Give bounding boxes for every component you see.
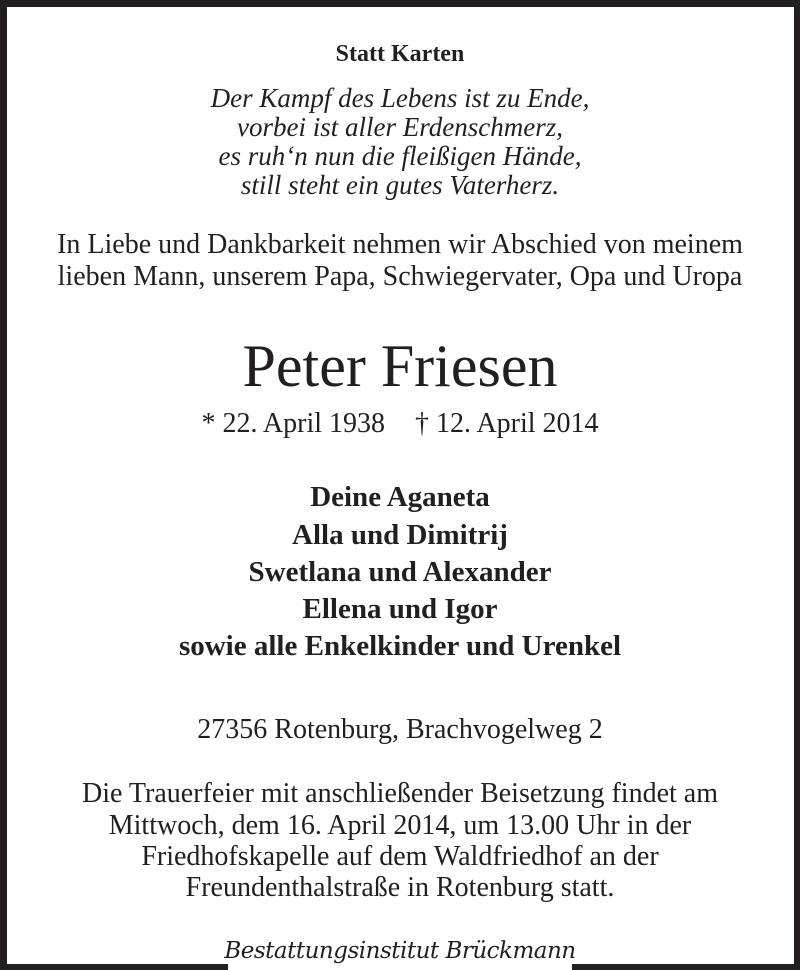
mourner-line: sowie alle Enkelkinder und Urenkel [178,630,622,662]
mourner-line: Swetlana und Alexander [248,556,552,588]
death-date: † 12. April 2014 [415,408,599,439]
ceremony-line: Die Trauerfeier mit anschließender Beisetzung findet am [81,778,718,809]
mourner-line: Alla und Dimitrij [292,519,508,551]
mourner-line: Deine Aganeta [310,481,490,513]
life-dates [0,408,800,440]
poem-line: vorbei ist aller Erdenschmerz, [237,112,563,142]
intro-line: lieben Mann, unserem Papa, Schwiegervater, Opa und Uropa [57,261,743,292]
mourner-line: Ellena und Igor [302,593,498,625]
undertaker-name: Bestattungsinstitut Brückmann [224,938,576,964]
ceremony-line: Friedhofskapelle auf dem Waldfriedhof an der [141,841,659,872]
notice-heading: Statt Karten [335,41,465,67]
poem-line: es ruh‘n nun die fleißigen Hände, [218,141,582,171]
birth-date: * 22. April 1938 [201,408,385,439]
border-top [0,0,800,7]
deceased-name: Peter Friesen [242,333,558,399]
family-address: 27356 Rotenburg, Brachvogelweg 2 [197,714,603,745]
poem-line: Der Kampf des Lebens ist zu Ende, [210,83,590,113]
intro-line: In Liebe und Dankbarkeit nehmen wir Abschied von meinem [57,229,743,260]
ceremony-line: Freundenthalstraße in Rotenburg statt. [185,872,615,903]
ceremony-line: Mittwoch, dem 16. April 2014, um 13.00 Uhr in der [108,810,692,841]
poem-line: still steht ein gutes Vaterherz. [240,170,560,200]
